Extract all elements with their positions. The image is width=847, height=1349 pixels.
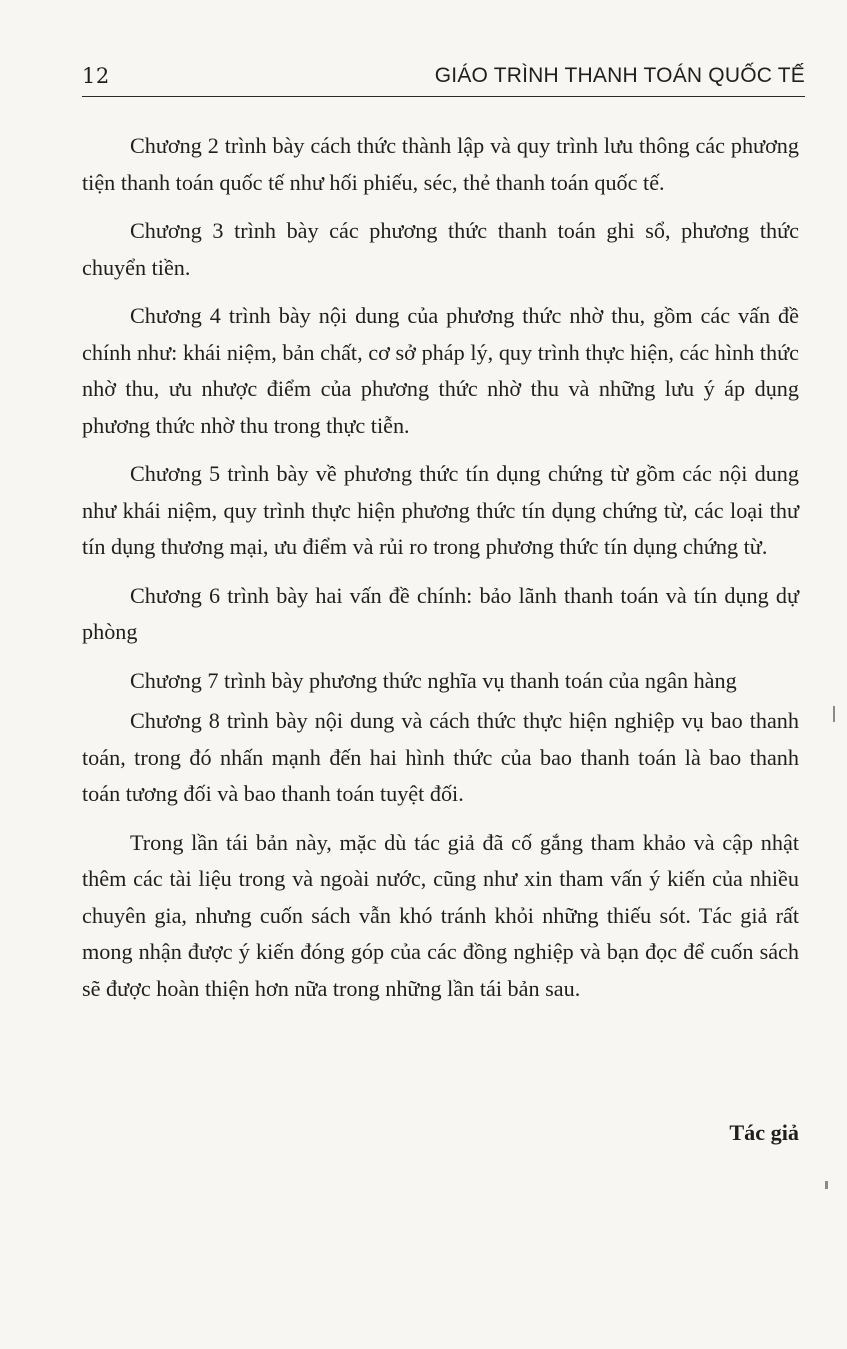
- paragraph-chapter-5: Chương 5 trình bày về phương thức tín dụng chứng từ gồm các nội dung như khái niệm, quy trình thực hiện phương thức tín dụng chứng từ, các loại thư tín dụng thương mại, ưu điểm và rủi ro trong phương thức tín dụng chứng từ.: [82, 461, 799, 559]
- paragraph-closing: Trong lần tái bản này, mặc dù tác giả đã cố gắng tham khảo và cập nhật thêm các tài liệu trong và ngoài nước, cũng như xin tham vấn ý kiến của nhiều chuyên gia, nhưng cuốn sách vẫn khó tránh khỏi những thiếu sót. Tác giả rất mong nhận được ý kiến đóng góp của các đồng nghiệp và bạn đọc để cuốn sách sẽ được hoàn thiện hơn nữa trong những lần tái bản sau.: [82, 829, 799, 1001]
- page-edge-mark: [833, 706, 835, 722]
- paragraph-chapter-3: Chương 3 trình bày các phương thức thanh toán ghi sổ, phương thức chuyển tiền.: [82, 218, 799, 280]
- paragraph-chapter-2: Chương 2 trình bày cách thức thành lập và quy trình lưu thông các phương tiện thanh toán quốc tế như hối phiếu, séc, thẻ thanh toán quốc tế.: [82, 133, 799, 195]
- paragraph-chapter-6: Chương 6 trình bày hai vấn đề chính: bảo lãnh thanh toán và tín dụng dự phòng: [82, 582, 799, 644]
- paragraph-chapter-7: Chương 7 trình bày phương thức nghĩa vụ thanh toán của ngân hàng: [130, 667, 737, 693]
- page-number: 12: [82, 64, 110, 88]
- paragraph-chapter-8: Chương 8 trình bày nội dung và cách thức thực hiện nghiệp vụ bao thanh toán, trong đó nhấn mạnh đến hai hình thức của bao thanh toán là bao thanh toán tương đối và bao thanh toán tuyệt đối.: [82, 708, 799, 806]
- body-text: [82, 128, 799, 1007]
- paragraph-chapter-4: Chương 4 trình bày nội dung của phương thức nhờ thu, gồm các vấn đề chính như: khái niệm, bản chất, cơ sở pháp lý, quy trình thực hiện, các hình thức nhờ thu, ưu nhược điểm của phương thức nhờ thu và những lưu ý áp dụng phương thức nhờ thu trong thực tiễn.: [82, 303, 799, 438]
- page-edge-mark: [825, 1181, 828, 1189]
- running-title: GIÁO TRÌNH THANH TOÁN QUỐC TẾ: [434, 64, 805, 87]
- author-signature: Tác giả: [729, 1120, 799, 1145]
- page-header: [82, 62, 805, 97]
